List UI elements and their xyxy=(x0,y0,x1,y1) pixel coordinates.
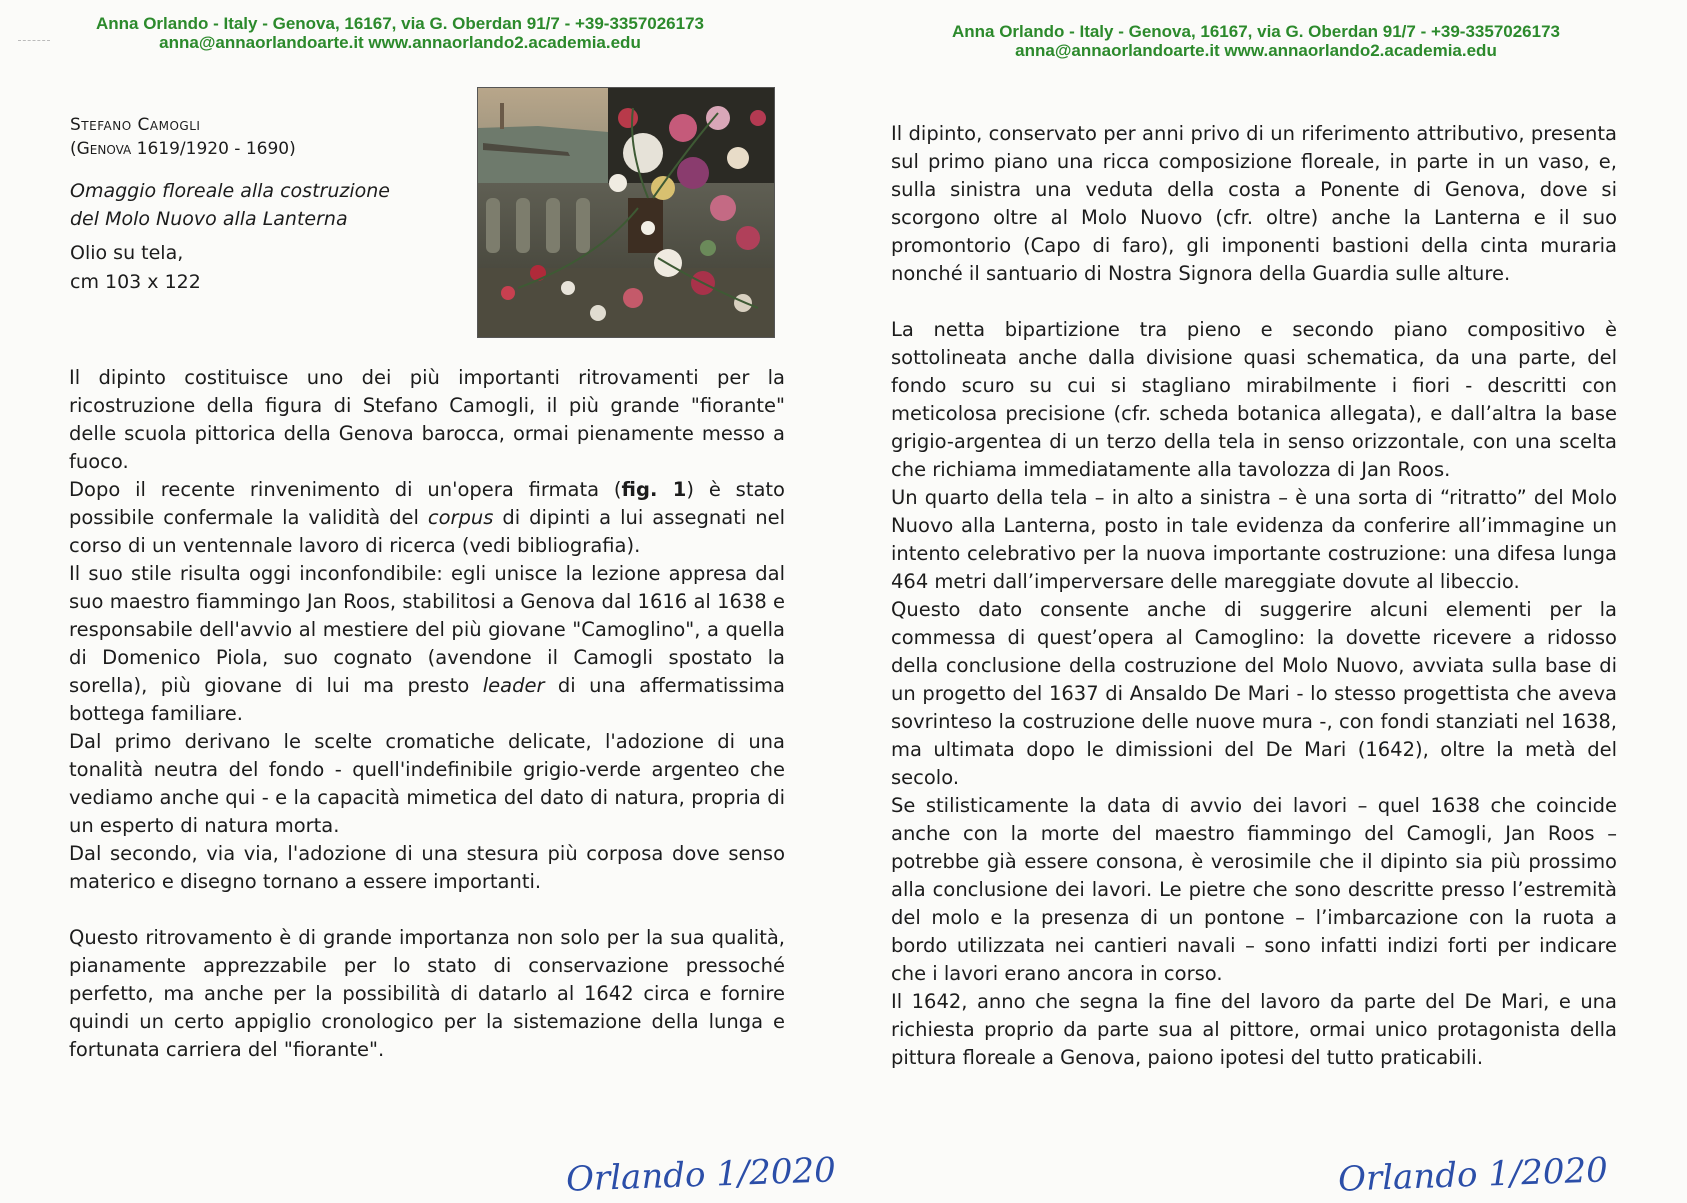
paragraph-gap xyxy=(891,288,1617,316)
artwork-medium: Olio su tela, xyxy=(70,242,184,264)
paragraph: Questo ritrovamento è di grande importanza non solo per la sua qualità, pianamente apprezzabile per lo stato di conservazione pressoché perfetto, ma anche per la possibilità di datarlo al 1642 circa e fornire quindi un certo appiglio cronologico per la sistemazione della lunga e fortunata carriera del "fiorante". xyxy=(69,926,785,1061)
paragraph: Il dipinto, conservato per anni privo di un riferimento attributivo, presenta sul primo piano una ricca composizione floreale, in parte in un vaso, e, sulla sinistra una veduta della costa a Ponente di Genova, dove si scorgono oltre al Molo Nuovo (cfr. oltre) anche la Lanterna e il suo promontorio (Capo di faro), gli imponenti bastioni della cinta muraria nonché il santuario di Nostra Signora della Guardia sulle alture. xyxy=(891,122,1617,285)
text-run: ) è stato possibile confermale la validità del xyxy=(69,478,785,529)
right-page xyxy=(846,0,1687,1203)
paragraph: La netta bipartizione tra pieno e secondo piano compositivo è sottolineata anche dalla divisione quasi schematica, da una parte, del fondo scuro su cui si stagliano mirabilmente i fiori - descritti con meticolosa precisione (cfr. scheda botanica allegata), e dall’altra la base grigio-argentea di un terzo della tela in senso orizzontale, con una scelta che richiama immediatamente alla tavolozza di Jan Roos. xyxy=(891,318,1617,481)
emphasis: leader xyxy=(482,674,545,697)
left-body-text xyxy=(69,364,785,1064)
paragraph xyxy=(69,560,785,728)
letterhead-contact: anna@annaorlandoarte.it www.annaorlando2.academia.edu xyxy=(159,33,641,52)
paragraph: Il 1642, anno che segna la fine del lavoro da parte del De Mari, e una richiesta proprio da parte sua al pittore, ormai unico protagonista della pittura floreale a Genova, paiono ipotesi del tutto praticabili. xyxy=(891,990,1617,1069)
handwritten-signature: Orlando 1/2020 xyxy=(1337,1150,1609,1200)
artwork-title xyxy=(70,177,450,233)
emphasis: corpus xyxy=(427,506,494,529)
text-run: di dipinti a lui assegnati nel corso di un ventennale lavoro di ricerca (vedi bibliografia). xyxy=(69,506,785,557)
painting-photo xyxy=(477,87,775,338)
paragraph: Il dipinto costituisce uno dei più importanti ritrovamenti per la ricostruzione della figura di Stefano Camogli, il più grande "fiorante" delle scuola pittorica della Genova barocca, ormai pienamente messo a fuoco. xyxy=(69,366,785,473)
paragraph: Questo dato consente anche di suggerire alcuni elementi per la commessa di quest’opera al Camoglino: la dovette ricevere a ridosso della conclusione della costruzione del Molo Nuovo, avviata sulla base di un progetto del 1637 di Ansaldo De Mari - lo stesso progettista che aveva sovrinteso la costruzione delle nuove mura -, con fondi stanziati nel 1638, ma ultimata dopo le dimissioni del De Mari (1642), oltre la metà del secolo. xyxy=(891,598,1617,789)
letterhead-address: Anna Orlando - Italy - Genova, 16167, via G. Oberdan 91/7 - +39-3357026173 xyxy=(95,14,705,33)
paragraph: Un quarto della tela – in alto a sinistra – è una sorta di “ritratto” del Molo Nuovo alla Lanterna, posto in tale evidenza da conferire all’immagine un intento celebrativo per la nuova importante costruzione: una difesa lunga 464 metri dall’imperversare delle mareggiate dovute al libeccio. xyxy=(891,486,1617,593)
painting-illustration xyxy=(478,88,774,337)
paragraph xyxy=(69,476,785,560)
text-run: Il suo stile risulta oggi inconfondibile: egli unisce la lezione appresa dal suo maestro fiammingo Jan Roos, stabilitosi a Genova dal 1616 al 1638 e responsabile dell'avvio al mestiere del più giovane "Camoglino", a quella di Domenico Piola, suo cognato (avendone il Camogli spostato la sorella), più giovane di lui ma presto xyxy=(69,562,785,697)
paragraph: Se stilisticamente la data di avvio dei lavori – quel 1638 che coincide anche con la morte del maestro fiammingo del Camogli, Jan Roos – potrebbe già essere consona, è verosimile che il dipinto sia più prossimo alla conclusione dei lavori. Le pietre che sono descritte presso l’estremità del molo e la presenza di un pontone – l’imbarcazione con la ruota a bordo utilizzata nei cantieri navali – sono infatti indizi forti per indicare che i lavori erano ancora in corso. xyxy=(891,794,1617,985)
letterhead xyxy=(906,22,1606,60)
paragraph: Dal primo derivano le scelte cromatiche delicate, l'adozione di una tonalità neutra del fondo - quell'indefinibile grigio-verde argenteo che vediamo anche qui - e la capacità mimetica del dato di natura, propria di un esperto di natura morta. xyxy=(69,730,785,837)
artwork-title-line: del Molo Nuovo alla Lanterna xyxy=(70,208,348,230)
letterhead-contact: anna@annaorlandoarte.it www.annaorlando2.academia.edu xyxy=(1015,41,1497,60)
handwritten-signature: Orlando 1/2020 xyxy=(565,1150,837,1200)
paragraph-gap xyxy=(69,896,785,924)
text-run: di una affermatissima bottega familiare. xyxy=(69,674,785,725)
text-run: Dopo il recente rinvenimento di un'opera firmata ( xyxy=(69,478,622,501)
figure-reference: fig. 1 xyxy=(621,478,687,501)
artwork-dimensions: cm 103 x 122 xyxy=(70,271,201,293)
letterhead xyxy=(60,14,740,52)
artist-name: Stefano Camogli xyxy=(70,115,201,135)
artwork-caption xyxy=(70,115,450,297)
right-body-text xyxy=(891,120,1617,1072)
artist-dates: (Genova 1619/1920 - 1690) xyxy=(70,139,296,159)
letterhead-address: Anna Orlando - Italy - Genova, 16167, via G. Oberdan 91/7 - +39-3357026173 xyxy=(951,22,1561,41)
artwork-title-line: Omaggio floreale alla costruzione xyxy=(70,180,390,202)
paragraph: Dal secondo, via via, l'adozione di una stesura più corposa dove senso materico e disegno tornano a essere importanti. xyxy=(69,842,785,893)
